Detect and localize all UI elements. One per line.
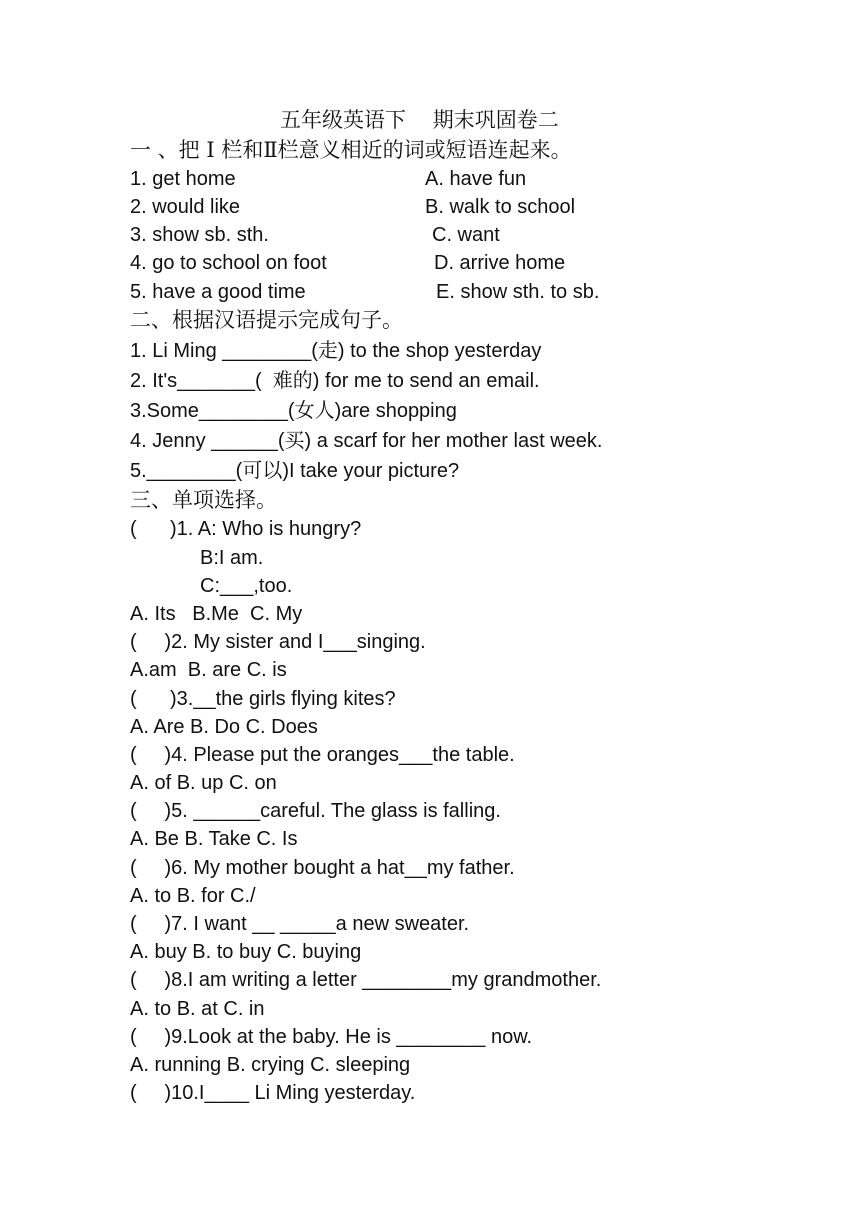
choice-line-q1-b: B:I am. bbox=[200, 547, 264, 569]
match-left-4: 4. go to school on foot bbox=[130, 252, 327, 274]
match-right-5: E. show sth. to sb. bbox=[436, 281, 600, 303]
match-right-3: C. want bbox=[432, 224, 500, 246]
choice-line-q6: ( )6. My mother bought a hat__my father. bbox=[130, 857, 515, 879]
fill-item-5: 5.________(可以)I take your picture? bbox=[130, 460, 460, 482]
choice-line-q4: ( )4. Please put the oranges___the table. bbox=[130, 744, 515, 766]
choice-options-q8: A. to B. at C. in bbox=[130, 998, 265, 1020]
choice-options-q1: A. Its B.Me C. My bbox=[130, 603, 303, 625]
fill-item-4: 4. Jenny ______(买) a scarf for her mother last week. bbox=[130, 430, 603, 452]
match-left-5: 5. have a good time bbox=[130, 281, 306, 303]
choice-options-q4: A. of B. up C. on bbox=[130, 772, 277, 794]
choice-line-q1-c: C:___,too. bbox=[200, 575, 293, 597]
choice-line-q10: ( )10.I____ Li Ming yesterday. bbox=[130, 1082, 416, 1104]
choice-options-q9: A. running B. crying C. sleeping bbox=[130, 1054, 411, 1076]
fill-item-3: 3.Some________(女人)are shopping bbox=[130, 400, 457, 422]
choice-line-q2: ( )2. My sister and I___singing. bbox=[130, 631, 426, 653]
choice-line-q5: ( )5. ______careful. The glass is falling. bbox=[130, 800, 501, 822]
page-title: 五年级英语下 期末巩固卷二 bbox=[280, 108, 559, 132]
choice-options-q2: A.am B. are C. is bbox=[130, 659, 287, 681]
match-left-1: 1. get home bbox=[130, 168, 236, 190]
choice-line-q1: ( )1. A: Who is hungry? bbox=[130, 518, 362, 540]
choice-line-q8: ( )8.I am writing a letter ________my grandmother. bbox=[130, 969, 602, 991]
fill-item-1: 1. Li Ming ________(走) to the shop yesterday bbox=[130, 340, 542, 362]
choice-options-q7: A. buy B. to buy C. buying bbox=[130, 941, 362, 963]
section2-heading: 二、根据汉语提示完成句子。 bbox=[130, 308, 403, 332]
choice-options-q6: A. to B. for C./ bbox=[130, 885, 256, 907]
choice-options-q3: A. Are B. Do C. Does bbox=[130, 716, 318, 738]
choice-options-q5: A. Be B. Take C. Is bbox=[130, 828, 298, 850]
choice-line-q7: ( )7. I want __ _____a new sweater. bbox=[130, 913, 470, 935]
choice-line-q3: ( )3.__the girls flying kites? bbox=[130, 688, 396, 710]
match-left-2: 2. would like bbox=[130, 196, 241, 218]
fill-item-2: 2. It's_______( 难的) for me to send an email. bbox=[130, 370, 540, 392]
section1-heading: 一 、把 I 栏和Ⅱ栏意义相近的词或短语连起来。 bbox=[130, 138, 572, 162]
match-right-2: B. walk to school bbox=[425, 196, 576, 218]
match-left-3: 3. show sb. sth. bbox=[130, 224, 269, 246]
match-right-4: D. arrive home bbox=[434, 252, 566, 274]
choice-line-q9: ( )9.Look at the baby. He is ________ now. bbox=[130, 1026, 533, 1048]
section3-heading: 三、单项选择。 bbox=[130, 488, 277, 512]
match-right-1: A. have fun bbox=[425, 168, 527, 190]
